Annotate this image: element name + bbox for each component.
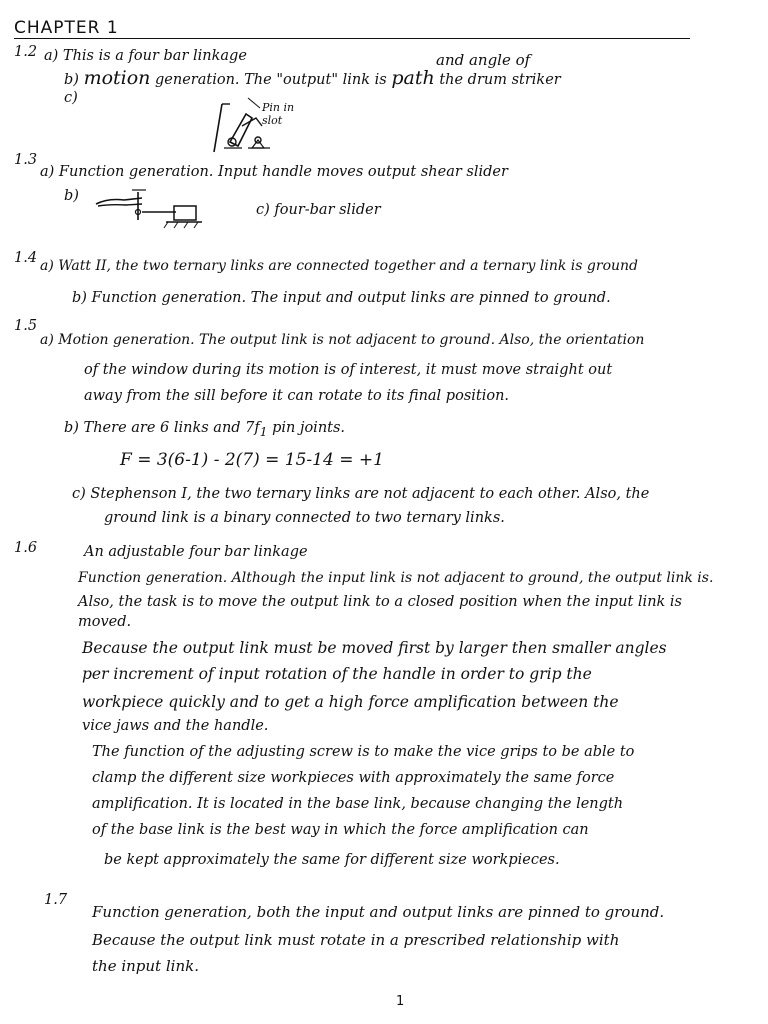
p1-6-line-7: workpiece quickly and to get a high force amplification between the	[82, 693, 619, 711]
p1-5-c-line-1: c) Stephenson I, the two ternary links are not adjacent to each other. Also, the	[72, 486, 650, 502]
chapter-title: CHAPTER 1	[14, 18, 119, 38]
problem-number-1-5: 1.5	[14, 318, 38, 334]
p1-6-line-4: moved.	[78, 614, 132, 630]
problem-number-1-6: 1.6	[14, 540, 38, 556]
p1-5-a-line-2: of the window during its motion is of interest, it must move straight out	[84, 362, 613, 378]
problem-number-1-7: 1.7	[44, 892, 68, 908]
p1-5-b-sub: 1	[259, 424, 268, 439]
p1-6-line-8: vice jaws and the handle.	[82, 718, 269, 734]
p1-5-c-line-2: ground link is a binary connected to two ternary links.	[104, 510, 505, 526]
p1-7-line-2: Because the output link must rotate in a prescribed relationship with	[92, 931, 620, 949]
dof-formula: F = 3(6-1) - 2(7) = 15-14 = +1	[120, 450, 384, 470]
p1-6-line-6: per increment of input rotation of the handle in order to grip the	[82, 665, 592, 683]
p1-2-b-word2: path	[391, 67, 435, 89]
p1-2-insert-note: and angle of	[436, 51, 531, 69]
p1-6-line-10: clamp the different size workpieces with approximately the same force	[92, 770, 615, 786]
p1-5-b-text: b) There are 6 links and 7	[64, 420, 255, 436]
p1-2-part-b	[64, 67, 561, 89]
p1-3-b-label: b)	[64, 188, 79, 204]
p1-2-c-label: c)	[64, 90, 78, 106]
p1-4-part-b: b) Function generation. The input and output links are pinned to ground.	[72, 290, 611, 306]
p1-2-part-a: a) This is a four bar linkage	[44, 48, 247, 64]
shear-slider-sketch	[94, 186, 206, 230]
p1-2-b-text: generation. The "output" link is	[155, 72, 387, 88]
problem-number-1-2: 1.2	[14, 44, 38, 60]
p1-4-part-a: a) Watt II, the two ternary links are connected together and a ternary link is ground	[40, 258, 639, 274]
p1-7-line-1: Function generation, both the input and output links are pinned to ground.	[92, 903, 665, 921]
p1-3-part-a: a) Function generation. Input handle moves output shear slider	[40, 164, 508, 180]
p1-5-b-f: f	[254, 420, 260, 436]
p1-2-b-label: b)	[64, 72, 79, 88]
p1-6-line-11: amplification. It is located in the base link, because changing the length	[92, 796, 624, 812]
p1-5-a-line-1: a) Motion generation. The output link is not adjacent to ground. Also, the orientation	[40, 332, 645, 348]
p1-6-line-5: Because the output link must be moved first by larger then smaller angles	[82, 639, 667, 657]
p1-5-part-b	[64, 420, 345, 440]
p1-3-part-c: c) four-bar slider	[256, 202, 381, 218]
p1-2-b-rest: the drum striker	[439, 72, 561, 88]
p1-2-b-word: motion	[83, 67, 151, 89]
p1-6-line-3: Also, the task is to move the output link to a closed position when the input link is	[78, 594, 683, 610]
p1-7-line-3: the input link.	[92, 957, 199, 975]
pin-label-line-1: Pin in	[262, 101, 295, 114]
p1-6-line-9: The function of the adjusting screw is to make the vice grips to be able to	[92, 744, 635, 760]
title-underline	[14, 38, 690, 39]
p1-6-line-2: Function generation. Although the input link is not adjacent to ground, the output link is.	[78, 570, 714, 586]
page-number: 1	[396, 994, 405, 1009]
p1-5-b-end: pin joints.	[272, 420, 346, 436]
p1-6-line-13: be kept approximately the same for different size workpieces.	[104, 852, 560, 868]
problem-number-1-4: 1.4	[14, 250, 38, 266]
p1-6-line-1: An adjustable four bar linkage	[84, 544, 308, 560]
p1-5-a-line-3: away from the sill before it can rotate to its final position.	[84, 388, 510, 404]
pin-label-line-2: slot	[262, 114, 283, 127]
drum-striker-sketch	[212, 96, 282, 158]
problem-number-1-3: 1.3	[14, 152, 38, 168]
p1-6-line-12: of the base link is the best way in which the force amplification can	[92, 822, 589, 838]
